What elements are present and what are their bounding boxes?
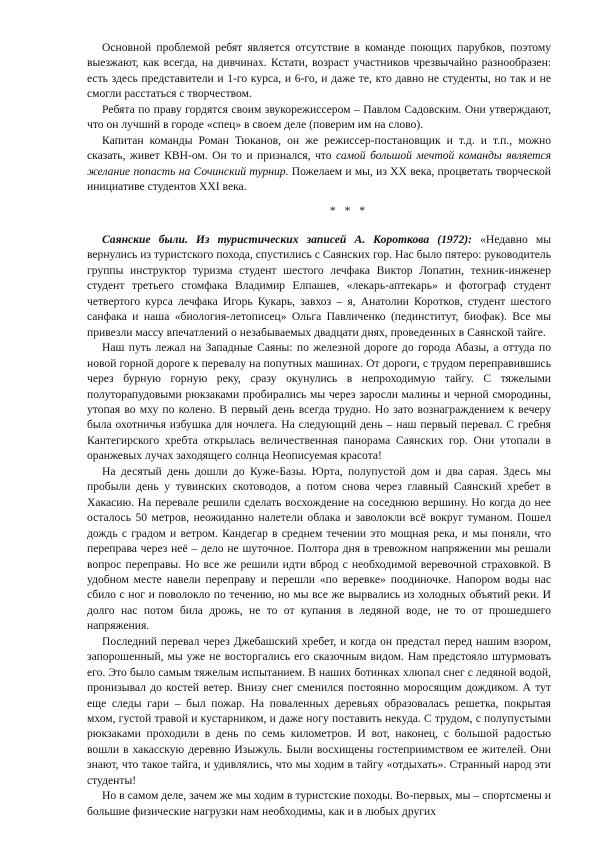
- paragraph: Основной проблемой ребят является отсутствие в команде поющих парубков, поэтому выезжают, как всегда, на дивчинах. Кстати, возраст участников чрезвычайно разнообразен: есть здесь представители и 1-го курса, и 6-го, и даже те, кто давно не студенты, но так и не смогли расстаться с творчеством.: [87, 41, 551, 101]
- paragraph: На десятый день дошли до Куже-Базы. Юрта, полупустой дом и два сарая. Здесь мы пробыли день у тувинских скотоводов, а потом снова через главный Саянский хребет в Хакасию. На перевале решили сделать восхождение на соседнюю вершину. Но когда до нее осталось 50 метров, неожиданно налетели облака и заволокли всё вокруг туманом. Пошел дождь с градом и ветром. Кандегар в среднем течении это мощная река, и мы поняли, что переправа через неё – дело не шуточное. Полтора дня в тревожном напряжении мы решали вопрос переправы. Но все же решили идти вброд с необходимой веревочной страховкой. В удобном месте навели переправу и перешли «по веревке» поодиночке. Напором воды нас сбило с ног и поволокло по течению, но мы все же вырвались из холодных объятий реки. И долго нас потом била дрожь, не то от купания в ледяной воде, не то от прошедшего напряжения.: [87, 464, 551, 633]
- paragraph: Ребята по праву гордятся своим звукорежиссером – Павлом Садовским. Они утверждают, что он лучший в городе «спец» в своем деле (поверим им на слово).: [87, 102, 551, 132]
- captain-text-before: Капитан команды Роман Тюканов, он же режиссер-постановщик и т.д. и т.п., можно сказать, живет КВН-ом. Он то и признался, что: [87, 133, 551, 163]
- paragraph: Но в самом деле, зачем же мы ходим в туристские походы. Во-первых, мы – спортсмены и большие физические нагрузки нам необходимы, как и в любых других: [87, 789, 551, 818]
- section-separator: * * *: [329, 203, 369, 217]
- story-heading: Саянские были. Из туристических записей А. Короткова (1972):: [102, 232, 473, 246]
- paragraph: Наш путь лежал на Западные Саяны: по железной дороге до города Абазы, а оттуда по новой горной дороге к перевалу на попутных машинах. От дороги, с трудом переправившись через бурную горную реку, сразу окунулись в непроходимую тайгу. С тяжелыми полуторапудовыми рюкзаками пробирались мы через заросли малины и черной смородины, утопая во мху по колено. В первый день всегда трудно. Но зато вознаграждением к вечеру была охотничья избушка для ночлега. На следующий день – наш первый перевал. С гребня Кантегирского хребта открылась величественная панорама Саянских гор. Они утопали в оранжевых лучах заходящего солнца Неописуемая красота!: [87, 341, 551, 463]
- paragraph-captain: [87, 133, 551, 195]
- document-page: [87, 40, 551, 819]
- captain-text-after: Пожелаем и мы, из XX века, процветать творческой инициативе студентов XXI века.: [87, 164, 551, 194]
- paragraph: Последний перевал через Джебашский хребет, и когда он предстал перед нашим взором, запорошенный, мы уже не восторгались его сказочным видом. Нам предстояло штурмовать его. Это было самым тяжелым испытанием. В наших ботинках хлюпал снег с ледяной водой, пронизывал до костей ветер. Внизу снег сменился постоянно моросящим дождиком. А тут еще следы гари – был пожар. На поваленных деревьях образовалась решетка, покрытая мхом, густой травой и кустарником, и даже ногу поставить некуда. С трудом, с полупустыми рюкзаками проходили в день по семь километров. И вот, наконец, с большой радостью вошли в хакасскую деревню Изыжуль. Были восхищены гостеприимством ее жителей. Они знают, что такое тайга, и удивлялись, что мы ходим в тайгу «отдыхать». Странный народ эти студенты!: [87, 634, 551, 787]
- story-intro-paragraph: [87, 232, 551, 340]
- story-intro: «Недавно мы вернулись из туристского похода, спустились с Саянских гор. Нас было пятеро: руководитель группы инструктор туризма студент шестого лечфака Виктор Лопатин, техник-инженер студент третьего стомфака Владимир Елпашев, «лекарь-аптекарь» и фотограф студент четвертого курса лечфака Игорь Кукарь, завхоз – я, Анатолии Коротков, студент шестого санфака и наша «биология-летописец» Ольга Павличенко (пединститут, биофак). Все мы привезли массу впечатлений о незабываемых двадцати днях, проведенных в Саянской тайге.: [87, 232, 551, 339]
- captain-dream-italic: самой большой мечтой команды является желание попасть на Сочинский турнир.: [87, 149, 551, 178]
